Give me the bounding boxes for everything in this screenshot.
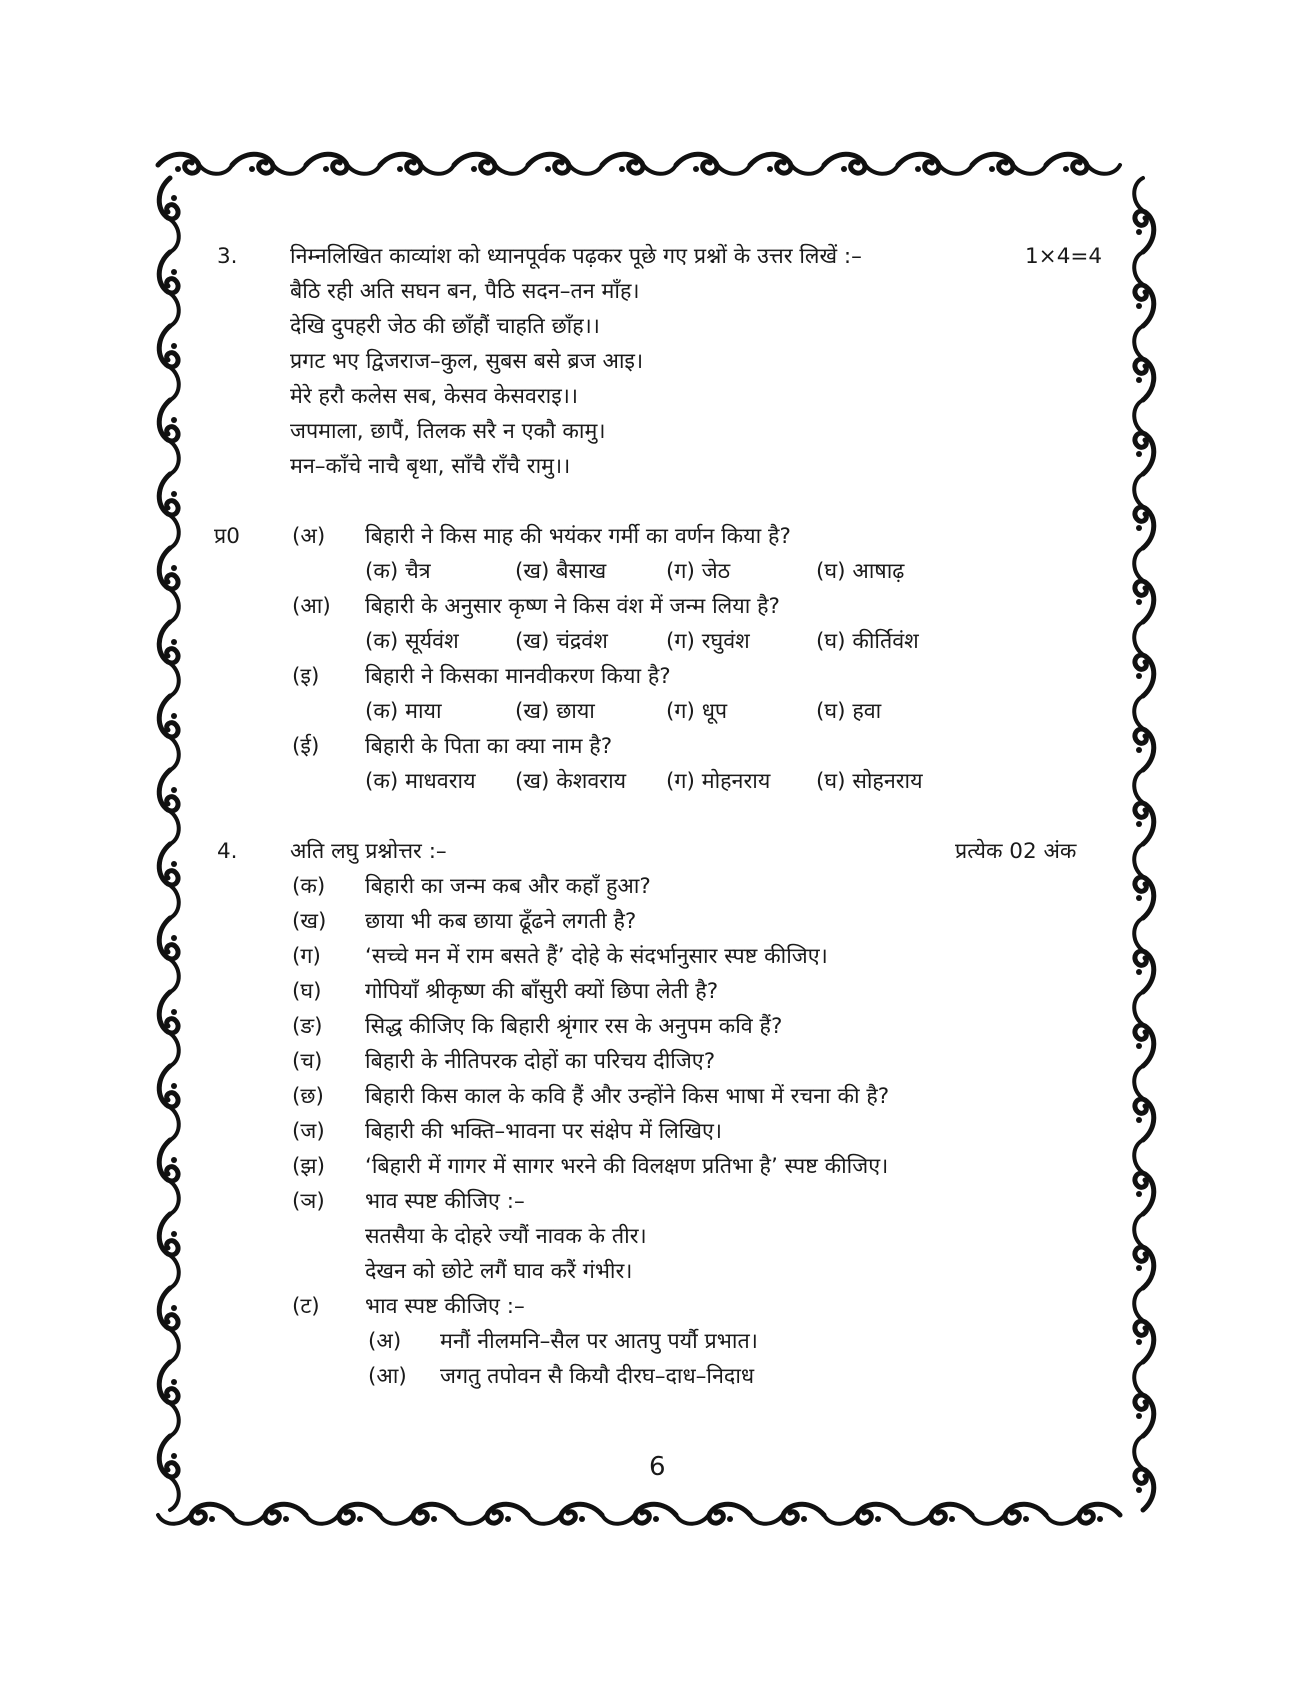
border-ornament	[306, 1504, 380, 1524]
border-ornament	[972, 154, 1046, 174]
border-ornament	[159, 252, 179, 326]
border-ornament	[602, 1504, 676, 1524]
sub-question: बिहारी किस काल के कवि हैं और उन्होंने किस भाषा में रचना की है?	[365, 1084, 890, 1109]
border-ornament	[676, 154, 750, 174]
mcq-question: बिहारी के अनुसार कृष्ण ने किस वंश में जन्म लिया है?	[365, 594, 780, 619]
border-ornament	[1134, 770, 1154, 844]
border-ornament	[159, 1362, 179, 1436]
mcq-marker: (इ)	[292, 664, 320, 689]
border-ornament	[159, 178, 179, 252]
sub-question-marker: (च)	[292, 1049, 323, 1074]
question-4-title: अति लघु प्रश्नोत्तर :–	[290, 839, 447, 864]
border-ornament	[972, 1504, 1046, 1524]
border-ornament	[1134, 992, 1154, 1066]
mcq-option: (घ) आषाढ़	[816, 559, 905, 584]
border-ornament	[232, 1504, 306, 1524]
mcq-label: प्र0	[214, 524, 240, 549]
border-ornament	[159, 918, 179, 992]
mcq-option: (ग) मोहनराय	[666, 769, 771, 794]
border-ornament	[1134, 918, 1154, 992]
mcq-option: (क) माया	[365, 699, 442, 724]
border-ornament	[159, 1288, 179, 1362]
couplet-line: सतसैया के दोहरे ज्यौं नावक के तीर।	[365, 1224, 647, 1249]
border-ornament	[159, 1436, 179, 1510]
border-ornament	[306, 154, 380, 174]
sub-question-marker: (घ)	[292, 979, 322, 1004]
couplet-line: देखन को छोटे लगैं घाव करैं गंभीर।	[365, 1259, 633, 1284]
sub-question-marker: (ङ)	[292, 1014, 323, 1039]
border-ornament	[1134, 1436, 1154, 1510]
mcq-option: (ख) केशवराय	[515, 769, 627, 794]
mcq-option: (घ) हवा	[816, 699, 882, 724]
border-ornament	[159, 474, 179, 548]
mcq-marker: (आ)	[292, 594, 331, 619]
border-ornament	[159, 326, 179, 400]
mcq-option: (ग) जेठ	[666, 559, 731, 584]
sub-question: बिहारी का जन्म कब और कहाँ हुआ?	[365, 874, 651, 899]
sub-question-marker: (झ)	[292, 1154, 326, 1179]
mcq-question: बिहारी के पिता का क्या नाम है?	[365, 734, 613, 759]
border-ornament	[528, 154, 602, 174]
mcq-question: बिहारी ने किसका मानवीकरण किया है?	[365, 664, 671, 689]
poem-line: मन–काँचे नाचै बृथा, साँचै राँचै रामु।।	[290, 454, 571, 479]
border-ornament	[159, 1066, 179, 1140]
border-ornament	[159, 548, 179, 622]
sub-question-marker: (ञ)	[292, 1189, 325, 1214]
question-3-marks: 1×4=4	[1025, 244, 1103, 269]
mcq-question: बिहारी ने किस माह की भयंकर गर्मी का वर्णन किया है?	[365, 524, 791, 549]
sub-question: ‘बिहारी में गागर में सागर भरने की विलक्षण प्रतिभा है’ स्पष्ट कीजिए।	[365, 1154, 889, 1179]
mcq-option: (ख) छाया	[515, 699, 595, 724]
nested-item: जगतु तपोवन सै कियौ दीरघ–दाध–निदाध	[440, 1364, 755, 1389]
border-ornament	[1134, 1362, 1154, 1436]
poem-line: देखि दुपहरी जेठ की छाँहौं चाहति छाँह।।	[290, 314, 600, 339]
border-ornament	[1134, 178, 1154, 252]
nested-item: मनौं नीलमनि–सैल पर आतपु पर्यौ प्रभात।	[440, 1329, 758, 1354]
border-ornament	[159, 770, 179, 844]
border-ornament	[1134, 622, 1154, 696]
mcq-option: (क) सूर्यवंश	[365, 629, 459, 654]
border-ornament	[1046, 154, 1120, 174]
poem-line: मेरे हरौ कलेस सब, केसव केसवराइ।।	[290, 384, 579, 409]
border-ornament	[159, 844, 179, 918]
sub-question: छाया भी कब छाया ढूँढने लगती है?	[365, 909, 637, 934]
poem-line: बैठि रही अति सघन बन, पैठि सदन–तन माँह।	[290, 279, 640, 304]
border-ornament	[1134, 474, 1154, 548]
border-ornament	[1134, 1140, 1154, 1214]
border-ornament	[380, 1504, 454, 1524]
question-4-marks: प्रत्येक 02 अंक	[955, 839, 1077, 864]
border-ornament	[158, 154, 232, 174]
nested-marker: (आ)	[368, 1364, 407, 1389]
sub-question-marker: (ख)	[292, 909, 327, 934]
border-ornament	[159, 1140, 179, 1214]
sub-question-marker: (ज)	[292, 1119, 325, 1144]
border-ornament	[750, 154, 824, 174]
border-ornament	[676, 1504, 750, 1524]
border-ornament	[1134, 252, 1154, 326]
border-ornament	[454, 154, 528, 174]
border-ornament	[159, 992, 179, 1066]
border-ornament	[159, 400, 179, 474]
sub-question-marker: (क)	[292, 874, 326, 899]
mcq-marker: (ई)	[292, 734, 320, 759]
border-ornament	[159, 1214, 179, 1288]
border-ornament	[1134, 400, 1154, 474]
mcq-option: (ख) बैसाख	[515, 559, 607, 584]
border-ornament	[454, 1504, 528, 1524]
mcq-option: (ग) धूप	[666, 699, 728, 724]
sub-question: भाव स्पष्ट कीजिए :–	[365, 1294, 525, 1319]
poem-line: प्रगट भए द्विजराज–कुल, सुबस बसे ब्रज आइ।	[290, 349, 644, 374]
border-ornament	[1134, 1066, 1154, 1140]
mcq-option: (ख) चंद्रवंश	[515, 629, 608, 654]
border-ornament	[1134, 326, 1154, 400]
sub-question-marker: (ट)	[292, 1294, 320, 1319]
sub-question: गोपियाँ श्रीकृष्ण की बाँसुरी क्यों छिपा लेती है?	[365, 979, 719, 1004]
sub-question: ‘सच्चे मन में राम बसते हैं’ दोहे के संदर्भानुसार स्पष्ट कीजिए।	[365, 944, 828, 969]
sub-question-marker: (ग)	[292, 944, 321, 969]
poem-line: जपमाला, छापैं, तिलक सरै न एकौ कामु।	[290, 419, 606, 444]
border-ornament	[824, 1504, 898, 1524]
border-ornament	[898, 1504, 972, 1524]
border-ornament	[602, 154, 676, 174]
border-ornament	[1134, 844, 1154, 918]
border-ornament	[1134, 696, 1154, 770]
page-number: 6	[649, 1452, 666, 1482]
border-ornament	[528, 1504, 602, 1524]
mcq-option: (घ) कीर्तिवंश	[816, 629, 919, 654]
border-ornament	[158, 1504, 232, 1524]
nested-marker: (अ)	[368, 1329, 402, 1354]
mcq-option: (क) चैत्र	[365, 559, 431, 584]
sub-question: सिद्ध कीजिए कि बिहारी श्रृंगार रस के अनुपम कवि हैं?	[365, 1014, 783, 1039]
border-ornament	[159, 696, 179, 770]
border-ornament	[1134, 1288, 1154, 1362]
mcq-option: (ग) रघुवंश	[666, 629, 750, 654]
question-3-number: 3.	[217, 244, 238, 269]
border-ornament	[898, 154, 972, 174]
question-4-number: 4.	[217, 839, 238, 864]
mcq-marker: (अ)	[292, 524, 326, 549]
border-ornament	[380, 154, 454, 174]
mcq-option: (घ) सोहनराय	[816, 769, 923, 794]
border-ornament	[1134, 1214, 1154, 1288]
border-ornament	[824, 154, 898, 174]
sub-question-marker: (छ)	[292, 1084, 324, 1109]
border-ornament	[1046, 1504, 1120, 1524]
sub-question: भाव स्पष्ट कीजिए :–	[365, 1189, 525, 1214]
border-ornament	[1134, 548, 1154, 622]
sub-question: बिहारी के नीतिपरक दोहों का परिचय दीजिए?	[365, 1049, 716, 1074]
sub-question: बिहारी की भक्ति–भावना पर संक्षेप में लिखिए।	[365, 1119, 722, 1144]
mcq-option: (क) माधवराय	[365, 769, 476, 794]
border-ornament	[232, 154, 306, 174]
question-3-instruction: निम्नलिखित काव्यांश को ध्यानपूर्वक पढ़कर पूछे गए प्रश्नों के उत्तर लिखें :–	[290, 244, 862, 269]
border-ornament	[750, 1504, 824, 1524]
border-ornament	[159, 622, 179, 696]
